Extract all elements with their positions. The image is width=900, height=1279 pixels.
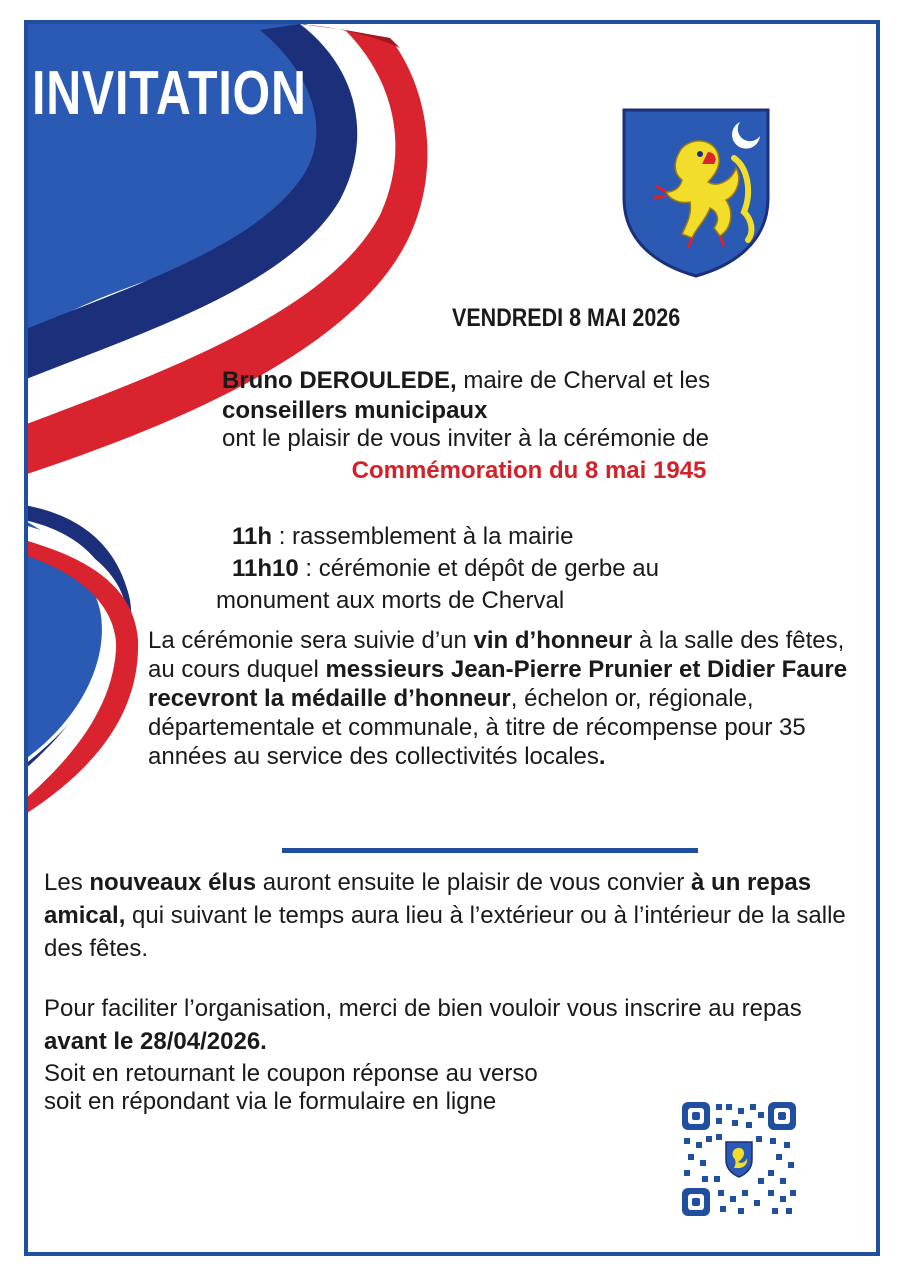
event-date: VENDREDI 8 MAI 2026 <box>452 304 681 332</box>
wine-honour-text: vin d’honneur <box>473 627 633 654</box>
reception-paragraph: La cérémonie sera suivie d’un vin d’honneur à la salle des fêtes, au cours duquel messieurs Jean-Pierre Prunier et Didier Faure recevront la médaille d’honneur, échelon or, régionale, départementale et communale, à titre de récompense pour 35 années au service des collectivités locales. <box>148 627 848 770</box>
schedule-text-2: : cérémonie et dépôt de gerbe au <box>298 555 659 582</box>
intro-line-2 <box>222 396 842 426</box>
deadline-text: avant le 28/04/2026. <box>44 1028 267 1055</box>
meal-paragraph: Les nouveaux élus auront ensuite le plaisir de vous convier à un repas amical, qui suivant le temps aura lieu à l’extérieur ou à l’intérieur de la salle des fêtes. <box>44 869 846 962</box>
schedule-item-2-cont: monument aux morts de Cherval <box>216 587 565 614</box>
ceremony-title: Commémoration du 8 mai 1945 <box>351 457 707 484</box>
coat-of-arms-lion-icon <box>622 108 770 278</box>
schedule-item-1 <box>232 522 832 552</box>
schedule-item-2 <box>232 554 832 584</box>
councillors-text: conseillers municipaux <box>222 397 488 424</box>
friendly-meal-text: à un repas amical, <box>44 869 812 929</box>
section-divider <box>282 848 698 853</box>
medal-recipients-text: messieurs Jean-Pierre Prunier et Didier Faure recevront la médaille d’honneur <box>148 656 848 712</box>
intro-line-1-text: maire de Cherval et les <box>456 367 711 394</box>
intro-line-3: ont le plaisir de vous inviter à la cérémonie de <box>222 425 709 452</box>
schedule-text-1: : rassemblement à la mairie <box>272 523 574 550</box>
registration-line-4: soit en répondant via le formulaire en ligne <box>44 1088 497 1115</box>
schedule-time-2: 11h10 <box>232 555 299 582</box>
mayor-name: Bruno DEROULEDE, <box>222 367 457 394</box>
qr-code-icon[interactable] <box>680 1100 798 1218</box>
registration-paragraph: Pour faciliter l’organisation, merci de bien vouloir vous inscrire au repas avant le 28/04/2026. <box>44 995 802 1055</box>
invitation-title: INVITATION <box>32 59 307 128</box>
registration-line-3: Soit en retournant le coupon réponse au verso <box>44 1060 538 1087</box>
intro-line-1 <box>222 366 842 396</box>
new-officials-text: nouveaux élus <box>89 869 257 896</box>
schedule-time-1: 11h <box>232 523 273 550</box>
